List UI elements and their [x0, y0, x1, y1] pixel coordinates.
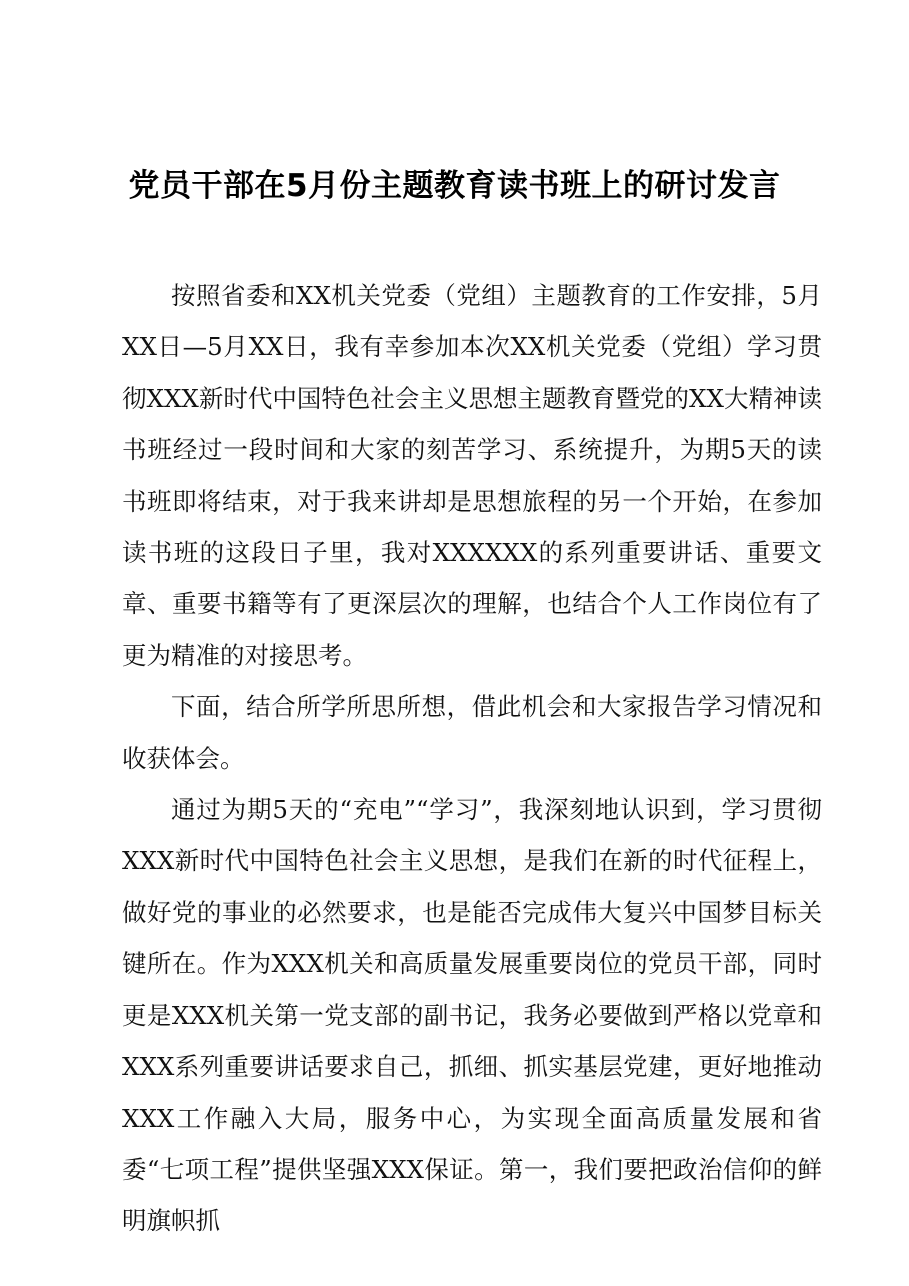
paragraph-intro: 按照省委和XX机关党委（党组）主题教育的工作安排，5月XX日—5月XX日，我有幸参加本次XX机关党委（党组）学习贯彻XXX新时代中国特色社会主义思想主题教育暨党的XX大精神读书班经过一段时间和大家的刻苦学习、系统提升，为期5天的读书班即将结束，对于我来讲却是思想旅程的另一个开始，在参加读书班的这段日子里，我对XXXXXX的系列重要讲话、重要文章、重要书籍等有了更深层次的理解，也结合个人工作岗位有了更为精准的对接思考。 — [122, 281, 822, 670]
paragraph-transition: 下面，结合所学所思所想，借此机会和大家报告学习情况和收获体会。 — [122, 692, 822, 773]
paragraph-reflection: 通过为期5天的“充电”“学习”，我深刻地认识到，学习贯彻XXX新时代中国特色社会主义思想，是我们在新的时代征程上，做好党的事业的必然要求，也是能否完成伟大复兴中国梦目标关键所在。作为XXX机关和高质量发展重要岗位的党员干部，同时更是XXX机关第一党支部的副书记，我务必要做到严格以党章和XXX系列重要讲话要求自己，抓细、抓实基层党建，更好地推动XXX工作融入大局，服务中心，为实现全面高质量发展和省委“七项工程”提供坚强XXX保证。第一，我们要把政治信仰的鲜明旗帜抓 — [122, 795, 822, 1236]
document-title: 党员干部在5月份主题教育读书班上的研讨发言 — [128, 168, 781, 204]
document-body — [122, 270, 822, 1247]
